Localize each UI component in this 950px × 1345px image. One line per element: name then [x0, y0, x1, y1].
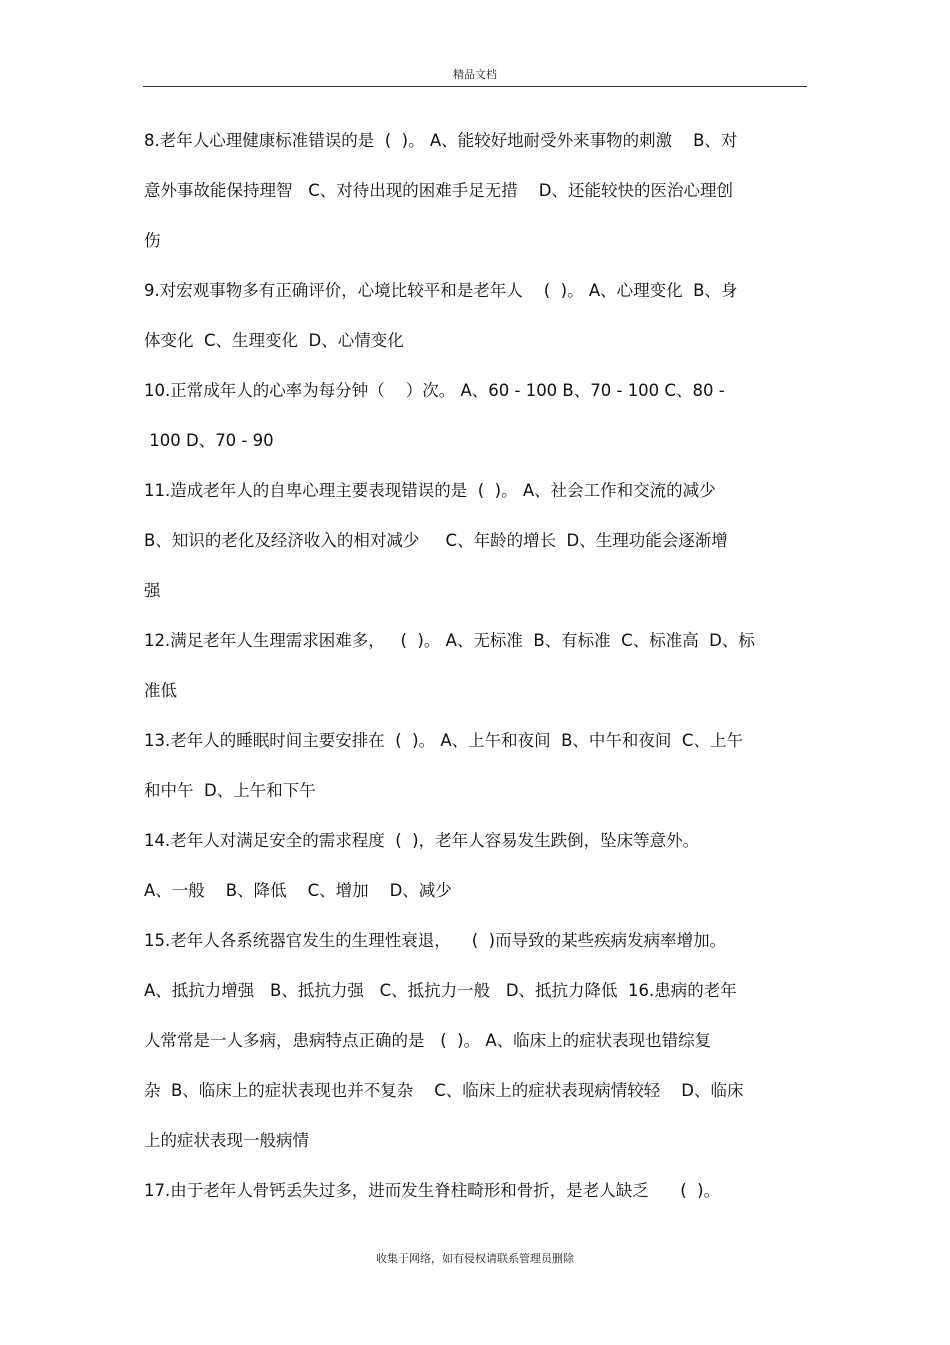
text-line: 人常常是一人多病，患病特点正确的是 ( )。 A、临床上的症状表现也错综复 — [144, 1031, 712, 1050]
text-line: 10.正常成年人的心率为每分钟（ ）次。 A、60 - 100 B、70 - 100 C、80 - — [144, 381, 725, 400]
text-line: 9.对宏观事物多有正确评价，心境比较平和是老年人 ( )。 A、心理变化 B、身 — [144, 281, 738, 300]
text-line: 体变化 C、生理变化 D、心情变化 — [144, 331, 404, 350]
page-header: 精品文档 — [453, 68, 497, 81]
text-line: A、一般 B、降低 C、增加 D、减少 — [144, 881, 452, 900]
text-line: B、知识的老化及经济收入的相对减少 C、年龄的增长 D、生理功能会逐渐增 — [144, 531, 728, 550]
text-line: 8.老年人心理健康标准错误的是 ( )。 A、能较好地耐受外来事物的刺激 B、对 — [144, 131, 738, 150]
text-line: 15.老年人各系统器官发生的生理性衰退， ( )而导致的某些疾病发病率增加。 — [144, 931, 727, 950]
text-line: A、抵抗力增强 B、抵抗力强 C、抵抗力一般 D、抵抗力降低 16.患病的老年 — [144, 981, 737, 1000]
text-line: 伤 — [144, 231, 161, 250]
header-divider — [143, 86, 807, 87]
text-line: 和中午 D、上午和下午 — [144, 781, 316, 800]
text-line: 上的症状表现一般病情 — [144, 1131, 309, 1150]
text-line: 准低 — [144, 681, 177, 700]
text-line: 17.由于老年人骨钙丢失过多，进而发生脊柱畸形和骨折，是老人缺乏 ( )。 — [144, 1181, 721, 1200]
text-line: 100 D、70 - 90 — [144, 431, 274, 450]
document-body — [144, 124, 808, 1224]
text-line: 11.造成老年人的自卑心理主要表现错误的是 ( )。 A、社会工作和交流的减少 — [144, 481, 716, 500]
text-line: 12.满足老年人生理需求困难多， ( )。 A、无标准 B、有标准 C、标准高 D、标 — [144, 631, 755, 650]
text-line: 杂 B、临床上的症状表现也并不复杂 C、临床上的症状表现病情较轻 D、临床 — [144, 1081, 744, 1100]
page-footer: 收集于网络，如有侵权请联系管理员删除 — [376, 1252, 574, 1265]
text-line: 13.老年人的睡眠时间主要安排在 ( )。 A、上午和夜间 B、中午和夜间 C、上午 — [144, 731, 743, 750]
text-line: 强 — [144, 581, 161, 600]
text-line: 意外事故能保持理智 C、对待出现的困难手足无措 D、还能较快的医治心理创 — [144, 181, 733, 200]
text-line: 14.老年人对满足安全的需求程度 ( )，老年人容易发生跌倒，坠床等意外。 — [144, 831, 700, 850]
